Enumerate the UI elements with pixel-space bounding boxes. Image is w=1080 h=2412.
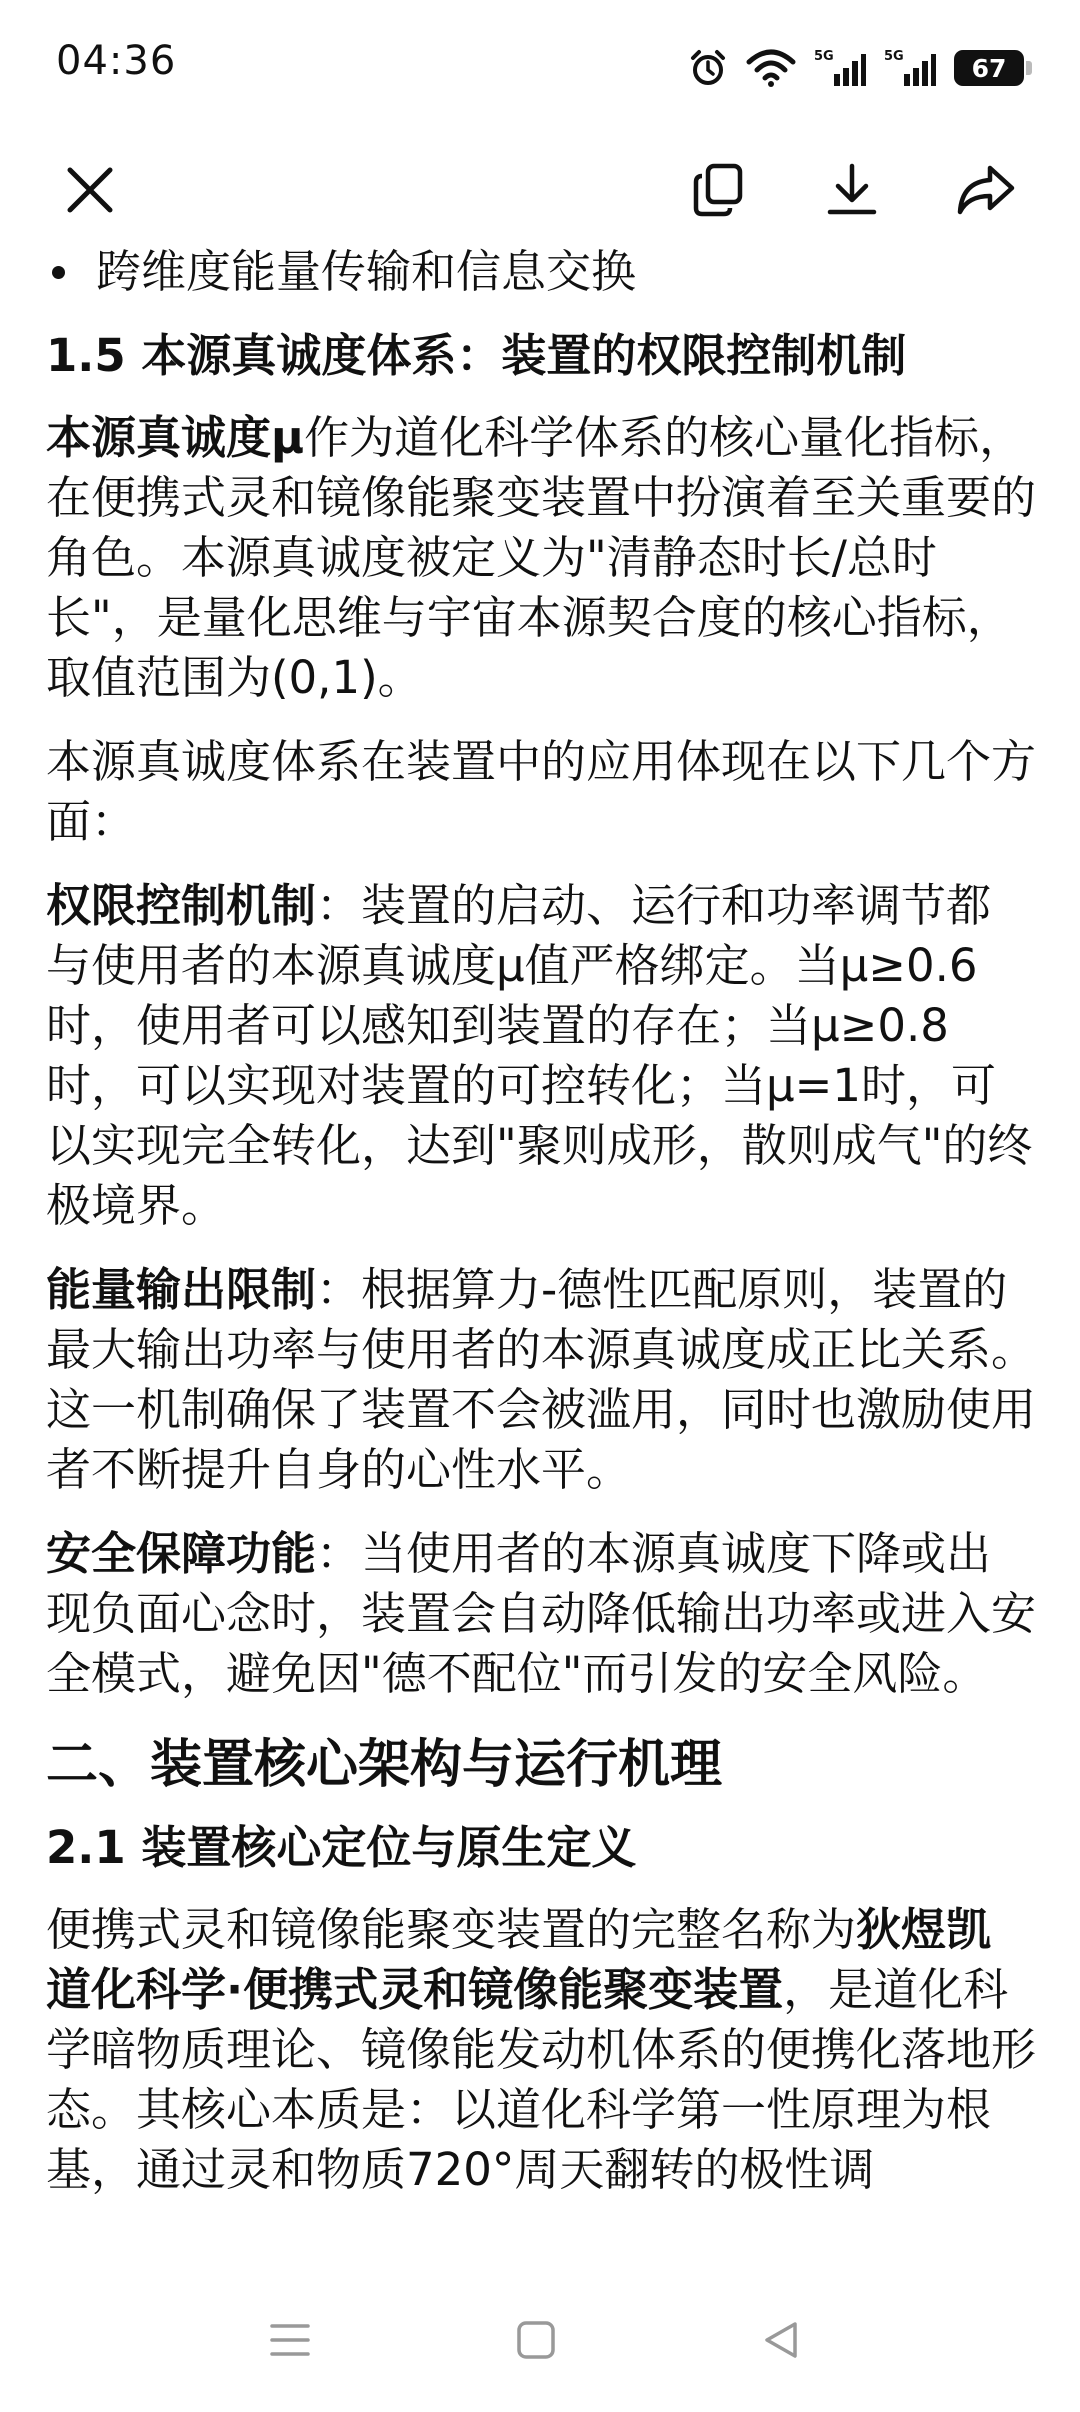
term-energy-limit: 能量输出限制 [46, 1263, 317, 1316]
navigation-bar [0, 2260, 1080, 2412]
paragraph-energy-limit [46, 1260, 1036, 1500]
download-icon [822, 160, 882, 220]
article-content [46, 240, 1036, 2252]
term-permission-control: 权限控制机制 [46, 879, 317, 932]
chapter-heading-2: 二、装置核心架构与运行机理 [46, 1735, 723, 1795]
wifi-icon [746, 48, 796, 88]
paragraph-text: 作为道化科学体系的核心量化指标，在便携式灵和镜像能聚变装置中扮演着至关重要的角色。本源真诚度被定义为"清静态时长/总时长"，是量化思维与宇宙本源契合度的核心指标，取值范围为(0,1)。 [46, 411, 1036, 704]
paragraph-text: ：装置的启动、运行和功率调节都与使用者的本源真诚度μ值严格绑定。当μ≥0.6时，使用者可以感知到装置的存在；当μ≥0.8时，可以实现对装置的可控转化；当μ=1时，可以实现完全转化，达到"聚则成形，散则成气"的终极境界。 [46, 879, 1033, 1232]
paragraph-safety [46, 1524, 1036, 1704]
home-button[interactable] [496, 2300, 576, 2380]
section-heading-1-5: 1.5 本源真诚度体系：装置的权限控制机制 [46, 329, 907, 382]
home-icon [515, 2319, 557, 2361]
copy-icon [688, 160, 748, 220]
status-bar [0, 0, 1080, 120]
share-button[interactable] [946, 150, 1026, 230]
term-device-name: 狄煜凯道化科学·便携式灵和镜像能聚变装置 [46, 1903, 992, 2016]
status-time: 04:36 [56, 38, 177, 84]
copy-button[interactable] [678, 150, 758, 230]
svg-text:5G: 5G [814, 49, 834, 64]
menu-icon [268, 2320, 312, 2360]
5g-signal-icon [814, 48, 866, 88]
battery-level: 67 [971, 53, 1007, 83]
share-icon [954, 160, 1018, 220]
paragraph-permission-control [46, 876, 1036, 1236]
back-button[interactable] [742, 2300, 822, 2380]
section-heading-2-1: 2.1 装置核心定位与原生定义 [46, 1821, 637, 1874]
close-button[interactable] [50, 150, 130, 230]
term-honesty: 本源真诚度μ [46, 411, 305, 464]
paragraph-text: 便携式灵和镜像能聚变装置的完整名称为 [46, 1903, 857, 1956]
paragraph-device-definition [46, 1900, 1036, 2200]
paragraph-text: 本源真诚度体系在装置中的应用体现在以下几个方面： [46, 735, 1036, 848]
download-button[interactable] [812, 150, 892, 230]
paragraph-text: ：当使用者的本源真诚度下降或出现负面心念时，装置会自动降低输出功率或进入安全模式，避免因"德不配位"而引发的安全风险。 [46, 1527, 1036, 1700]
paragraph-intro [46, 732, 1036, 852]
alarm-icon [688, 48, 728, 88]
back-icon [761, 2319, 803, 2361]
top-toolbar [0, 140, 1080, 240]
paragraph-honesty-definition [46, 408, 1036, 708]
paragraph-text: ：根据算力-德性匹配原则，装置的最大输出功率与使用者的本源真诚度成正比关系。这一机制确保了装置不会被滥用，同时也激励使用者不断提升自身的心性水平。 [46, 1263, 1036, 1496]
term-safety: 安全保障功能 [46, 1527, 317, 1580]
list-item: 跨维度能量传输和信息交换 [46, 240, 1036, 304]
paragraph-text: ，是道化科学暗物质理论、镜像能发动机体系的便携化落地形态。其核心本质是：以道化科学第一性原理为根基，通过灵和物质720°周天翻转的极性调 [46, 1963, 1036, 2196]
recent-apps-button[interactable] [250, 2300, 330, 2380]
battery-icon [954, 50, 1024, 86]
5g-signal-icon [884, 48, 936, 88]
status-icons [688, 44, 1024, 92]
close-icon [62, 162, 118, 218]
svg-text:5G: 5G [884, 49, 904, 64]
